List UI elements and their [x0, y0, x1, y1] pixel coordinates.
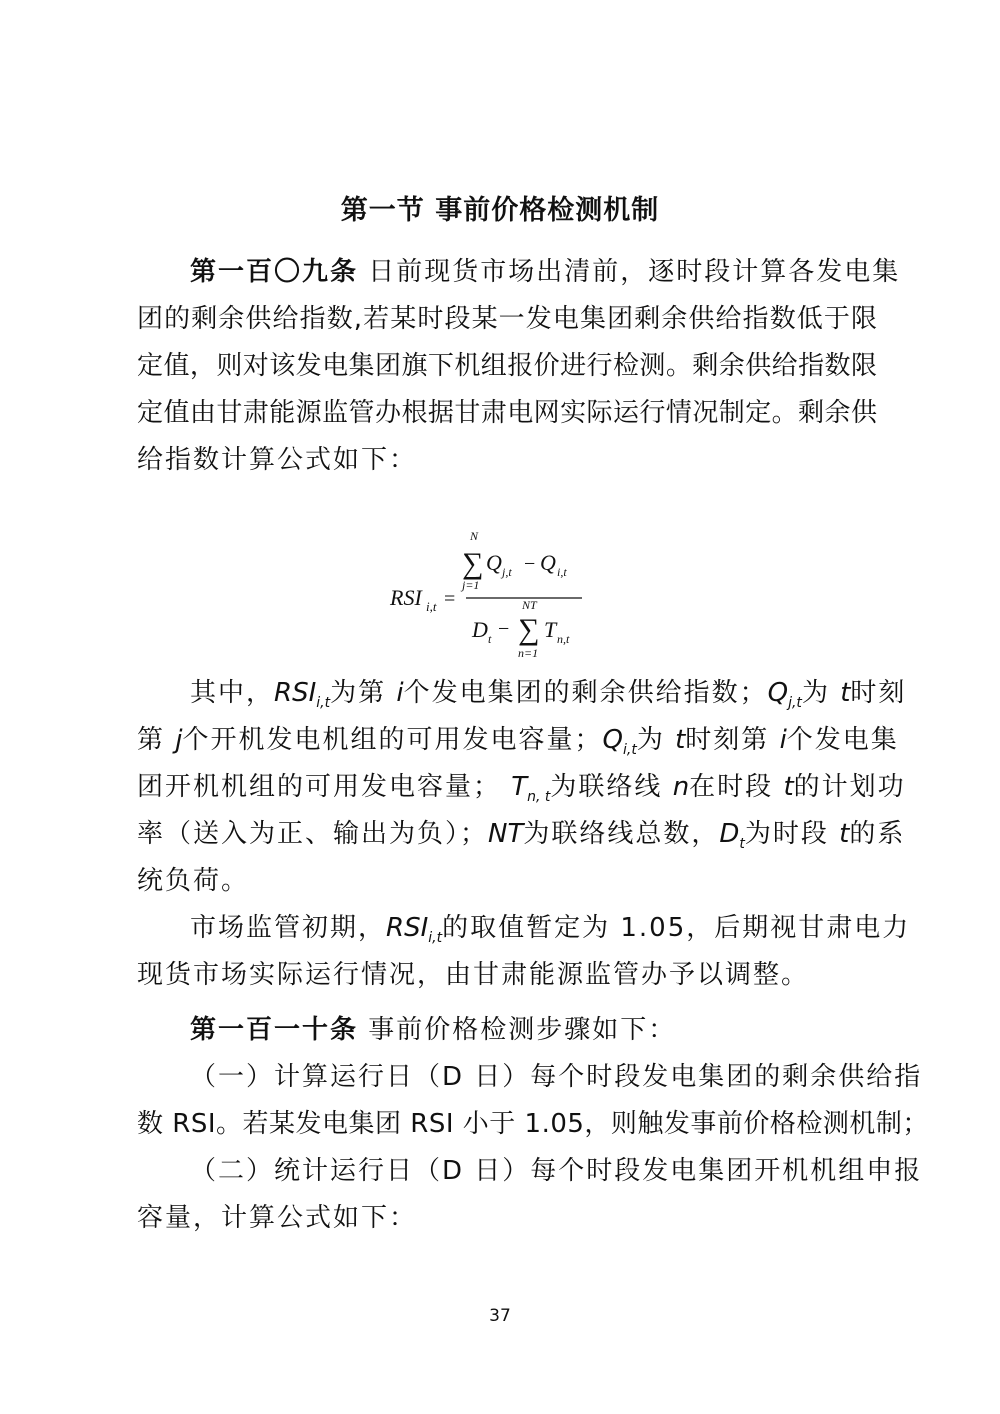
var-t-cap-sub: n, t — [527, 789, 551, 805]
num-minus: − — [524, 553, 536, 575]
var-q: Q — [602, 725, 623, 755]
formula-lhs: RSI — [390, 585, 422, 610]
num-sum-top: N — [470, 529, 479, 543]
art109-line-4: 定值由甘肃能源监管办根据甘肃电网实际运行情况制定。剩余供 — [137, 398, 877, 428]
var-rsi: RSI — [386, 913, 429, 943]
num-term1-sub: j,t — [502, 565, 512, 579]
var-q-sub: j,t — [788, 695, 802, 711]
den-term1: D — [472, 617, 488, 642]
art109-line-3: 定值，则对该发电集团旗下机组报价进行检测。剩余供给指数限 — [137, 351, 877, 381]
text: 个开机发电机组的可用发电容量； — [182, 725, 603, 755]
rsi-formula — [380, 525, 620, 665]
formula-graphic — [380, 525, 620, 665]
text: 的取值暂定为 1.05，后期视甘肃电力 — [442, 913, 911, 943]
page-number: 37 — [489, 1306, 511, 1326]
text: 市场监管初期， — [190, 913, 387, 943]
art109-line-5: 给指数计算公式如下： — [137, 445, 418, 475]
where-line-2 — [137, 720, 899, 760]
art110-step1-line-2: 数 RSI。若某发电集团 RSI 小于 1.05，则触发事前价格检测机制； — [137, 1109, 929, 1139]
den-term1-sub: t — [488, 632, 492, 646]
where-line-3 — [137, 767, 906, 807]
num-sum-bottom: j=1 — [462, 578, 480, 592]
section-title: 第一节 事前价格检测机制 — [340, 195, 660, 226]
text: 其中， — [190, 678, 275, 708]
art109-line-2: 团的剩余供给指数,若某时段某一发电集团剩余供给指数低于限 — [137, 304, 877, 334]
text: 时刻 — [850, 678, 907, 708]
where-line-5: 统负荷。 — [137, 866, 250, 896]
text: 个发电集 — [786, 725, 899, 755]
art109-label: 第一百〇九条 — [190, 257, 359, 287]
text: 在时段 — [689, 772, 784, 802]
art109-line-1 — [190, 252, 901, 292]
num-term2-sub: i,t — [557, 565, 567, 579]
text: 率（送入为正、输出为负）； — [137, 819, 489, 849]
art110-step2-line-2: 容量，计算公式如下： — [137, 1203, 418, 1233]
text: 为联络线总数， — [523, 819, 720, 849]
var-rsi: RSI — [274, 678, 317, 708]
var-i: i — [779, 725, 787, 755]
art109-text-1: 日前现货市场出清前，逐时段计算各发电集 — [368, 257, 901, 287]
den-term2: T — [544, 617, 557, 642]
var-t: t — [675, 725, 686, 755]
var-rsi-sub: i,t — [428, 930, 443, 946]
text: 为第 — [330, 678, 397, 708]
art110-step2-line-1: （二）统计运行日（D 日）每个时段发电集团开机机组申报 — [190, 1156, 923, 1186]
text: 的计划功 — [793, 772, 906, 802]
num-term1: Q — [486, 550, 502, 575]
var-t-cap: T — [511, 772, 528, 802]
var-t: t — [783, 772, 794, 802]
var-n: n — [672, 772, 690, 802]
var-q-sub: i,t — [622, 742, 637, 758]
num-term2: Q — [540, 550, 556, 575]
den-minus: − — [498, 618, 510, 640]
den-sum-top: NT — [522, 598, 537, 612]
text: 团开机机组的可用发电容量； — [137, 772, 512, 802]
var-d: D — [719, 819, 740, 849]
var-q: Q — [767, 678, 789, 708]
art110-label: 第一百一十条 — [190, 1015, 359, 1045]
var-d-sub: t — [739, 836, 745, 852]
text: 为时段 — [744, 819, 840, 849]
formula-lhs-sub: i,t — [426, 599, 437, 614]
text: 第 — [137, 725, 176, 755]
text: 时刻第 — [685, 725, 780, 755]
initial-line-2: 现货市场实际运行情况，由甘肃能源监管办予以调整。 — [137, 960, 810, 990]
var-j: j — [175, 725, 183, 755]
art110-text-1: 事前价格检测步骤如下： — [368, 1015, 677, 1045]
text: 为 — [636, 725, 676, 755]
var-t: t — [839, 819, 850, 849]
var-rsi-sub: i,t — [316, 695, 331, 711]
text: 个发电集团的剩余供给指数； — [403, 678, 768, 708]
text: 为 — [801, 678, 841, 708]
art110-line-1 — [190, 1010, 877, 1050]
den-term2-sub: n,t — [557, 632, 570, 646]
den-sum-bottom: n=1 — [518, 646, 539, 660]
initial-line-1 — [190, 908, 911, 948]
formula-equals: = — [444, 588, 456, 610]
text: 为联络线 — [550, 772, 673, 802]
num-sum-symbol: ∑ — [462, 547, 484, 580]
var-t: t — [840, 678, 851, 708]
den-sum-symbol: ∑ — [518, 613, 540, 646]
var-nt: NT — [488, 819, 524, 849]
where-line-1 — [190, 673, 907, 713]
var-i: i — [396, 678, 404, 708]
text: 的系 — [849, 819, 906, 849]
where-line-4 — [137, 814, 906, 854]
art110-step1-line-1: （一）计算运行日（D 日）每个时段发电集团的剩余供给指 — [190, 1062, 923, 1092]
